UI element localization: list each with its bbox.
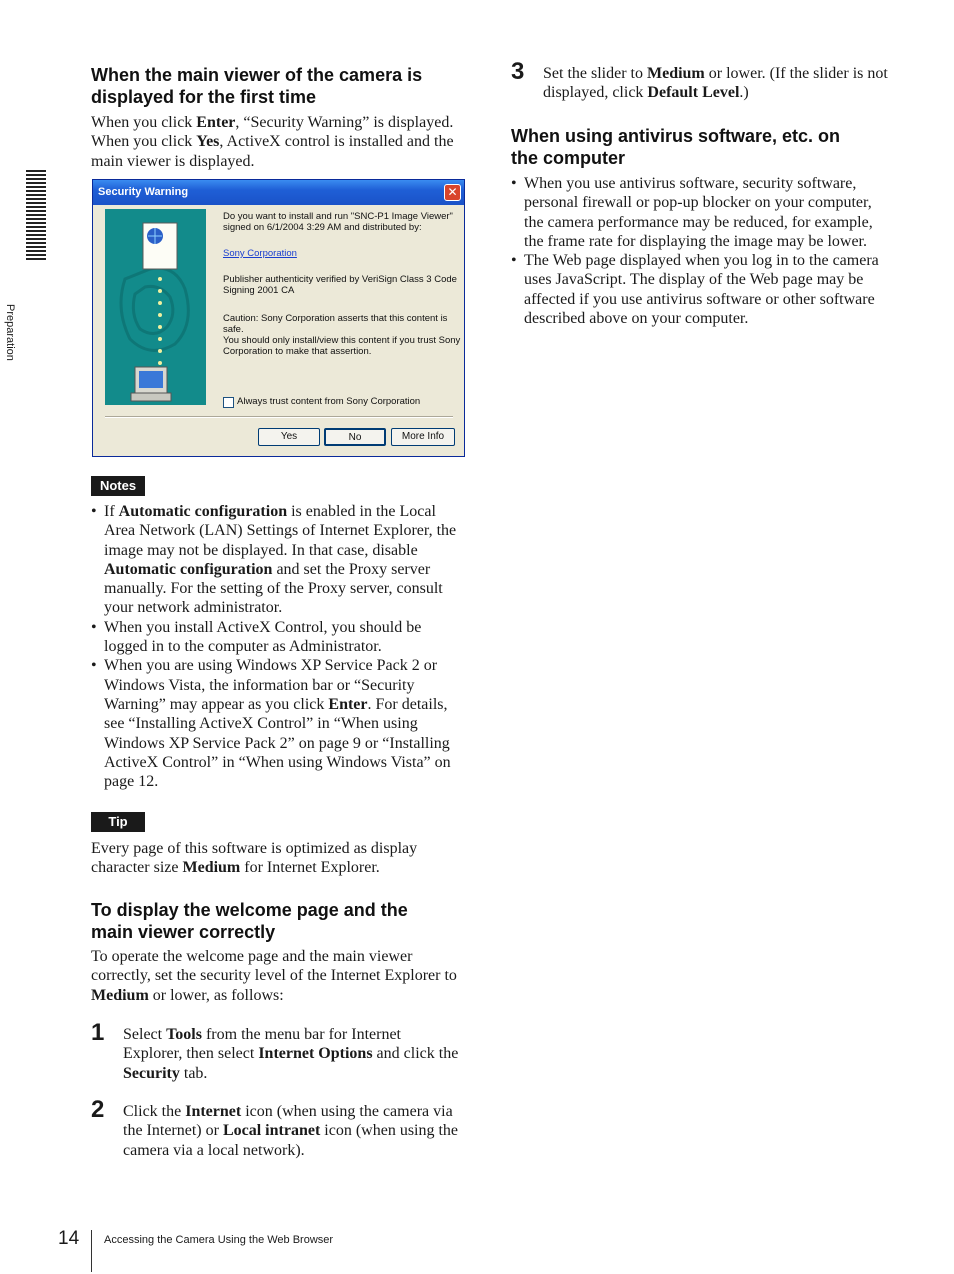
publisher-link[interactable]: Sony Corporation (223, 248, 297, 259)
step-2-number: 2 (91, 1096, 105, 1123)
security-art-panel (105, 209, 206, 405)
section-display-intro: To operate the welcome page and the main viewer correctly, set the security level of the Internet Explorer to Medium or lower, as follows: (91, 948, 457, 1004)
step-3-text: Set the slider to Medium or lower. (If the slider is not displayed, click Default Level.) (543, 65, 888, 102)
side-tab-label: Preparation (4, 304, 16, 361)
tip-text: Every page of this software is optimized as display character size Medium for Internet Explorer. (91, 840, 418, 877)
page-number: 14 (58, 1228, 80, 1249)
tip-label: Tip (91, 812, 145, 832)
dialog-title-bar (93, 180, 464, 205)
more-info-button[interactable]: More Info (391, 428, 455, 446)
yes-button[interactable]: Yes (258, 428, 320, 446)
dialog-caution: Caution: Sony Corporation asserts that this content is safe. You should only install/view this content if you trust Sony Corporation to make that assertion. (223, 313, 461, 357)
list-item: • When you install ActiveX Control, you should be logged in to the computer as Administrator. (91, 618, 466, 657)
section-display-correctly (91, 899, 471, 1005)
list-item: • If Automatic configuration is enabled in the Local Area Network (LAN) Settings of Internet Explorer, the image may not be displayed. In that case, disable Automatic configuration and set the Proxy server manually. For the setting of the Proxy server, consult your network administrator. (91, 502, 466, 618)
antivirus-list (511, 174, 889, 328)
step-2-text: Click the Internet icon (when using the camera via the Internet) or Local intranet icon (when using the camera via a local network). (123, 1103, 459, 1159)
footer-divider (91, 1230, 92, 1272)
close-icon[interactable]: ✕ (444, 184, 461, 201)
step-3-number: 3 (511, 58, 525, 85)
no-button[interactable]: No (324, 428, 386, 446)
step-1-text: Select Tools from the menu bar for Internet Explorer, then select Internet Options and click the Security tab. (123, 1026, 459, 1082)
section-antivirus-heading: When using antivirus software, etc. on the computer (511, 126, 841, 168)
list-item: • The Web page displayed when you log in to the camera uses JavaScript. The display of the Web page may be affected if you use antivirus software or other software described above on your computer. (511, 251, 889, 328)
section-antivirus (511, 125, 901, 328)
dialog-divider (105, 416, 453, 418)
security-warning-dialog (92, 179, 465, 457)
list-item: • When you are using Windows XP Service Pack 2 or Windows Vista, the information bar or “Security Warning” may appear as you click Enter. For details, see “Installing ActiveX Control” in “When using Windows XP Service Pack 2” on page 9 or “Installing ActiveX Control” in “When using Windows Vista” on page 12. (91, 656, 466, 791)
step-1-number: 1 (91, 1019, 105, 1046)
running-title: Accessing the Camera Using the Web Browser (104, 1234, 334, 1246)
certificate-computer-icon (105, 209, 206, 405)
notes-label: Notes (91, 476, 145, 496)
section-display-correctly-heading: To display the welcome page and the main viewer correctly (91, 900, 408, 942)
section-first-time-text: When you click Enter, “Security Warning” is displayed. When you click Yes, ActiveX control is installed and the main viewer is displayed. (91, 114, 454, 170)
dialog-title: Security Warning (98, 186, 189, 198)
section-first-time-heading: When the main viewer of the camera is displayed for the first time (91, 65, 423, 107)
side-tab-bars (26, 170, 46, 260)
dialog-authenticity: Publisher authenticity verified by VeriSign Class 3 Code Signing 2001 CA (223, 274, 457, 296)
list-item: • When you use antivirus software, security software, personal firewall or pop-up blocker on your computer, the camera performance may be reduced, for example, the frame rate for displaying the image may be lower. (511, 174, 889, 251)
always-trust-checkbox[interactable] (223, 397, 234, 408)
dialog-question: Do you want to install and run "SNC-P1 Image Viewer" signed on 6/1/2004 3:29 AM and distributed by: (223, 211, 453, 233)
always-trust-label: Always trust content from Sony Corporation (237, 396, 421, 407)
section-first-time (91, 64, 471, 171)
notes-list (91, 502, 466, 791)
